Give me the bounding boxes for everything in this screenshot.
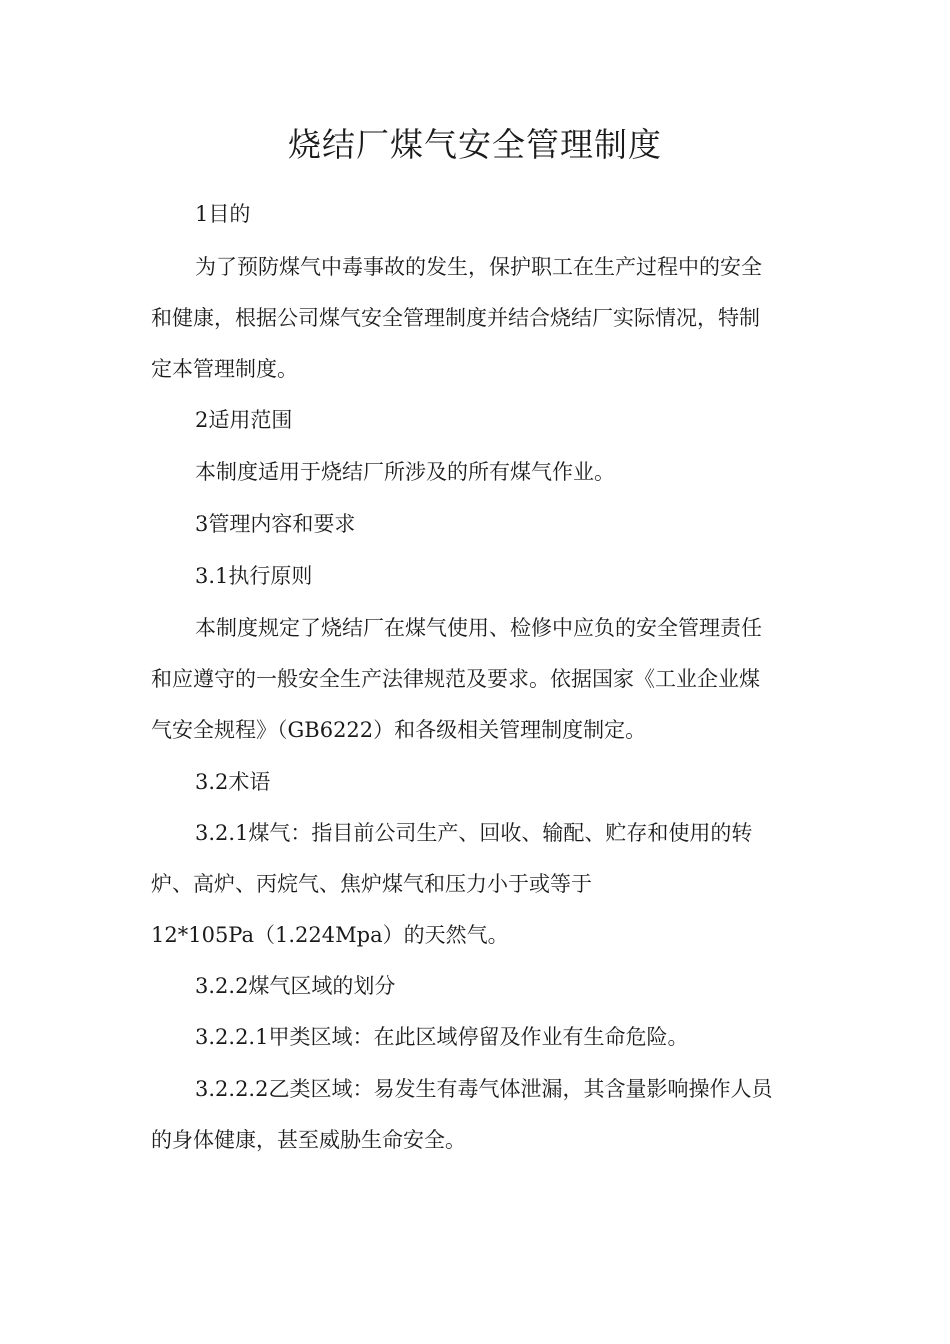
heading-management: 3管理内容和要求 (195, 512, 356, 536)
paragraph-line: 和应遵守的一般安全生产法律规范及要求。依据国家《工业企业煤 (151, 667, 760, 691)
paragraph-line: 3.2.2.1甲类区域：在此区域停留及作业有生命危险。 (195, 1025, 689, 1049)
heading-zones: 3.2.2煤气区域的划分 (195, 974, 396, 998)
paragraph-line: 的身体健康，甚至威胁生命安全。 (151, 1128, 466, 1152)
heading-terms: 3.2术语 (195, 770, 271, 794)
paragraph-line: 炉、高炉、丙烷气、焦炉煤气和压力小于或等于 (151, 872, 592, 896)
paragraph-line: 气安全规程》（GB6222）和各级相关管理制度制定。 (151, 718, 647, 742)
document-title: 烧结厂煤气安全管理制度 (288, 125, 662, 164)
heading-scope: 2适用范围 (195, 408, 293, 432)
paragraph-line: 12*105Pa（1.224Mpa）的天然气。 (151, 923, 509, 947)
paragraph-line: 定本管理制度。 (151, 357, 298, 381)
paragraph-line: 本制度适用于烧结厂所涉及的所有煤气作业。 (195, 460, 615, 484)
heading-principles: 3.1执行原则 (195, 564, 313, 588)
paragraph-line: 3.2.2.2乙类区域：易发生有毒气体泄漏，其含量影响操作人员 (195, 1077, 773, 1101)
paragraph-line: 本制度规定了烧结厂在煤气使用、检修中应负的安全管理责任 (195, 616, 762, 640)
paragraph-line: 和健康，根据公司煤气安全管理制度并结合烧结厂实际情况，特制 (151, 306, 760, 330)
heading-purpose: 1目的 (195, 202, 251, 226)
paragraph-line: 为了预防煤气中毒事故的发生，保护职工在生产过程中的安全 (195, 255, 762, 279)
paragraph-line: 3.2.1煤气：指目前公司生产、回收、输配、贮存和使用的转 (195, 821, 753, 845)
